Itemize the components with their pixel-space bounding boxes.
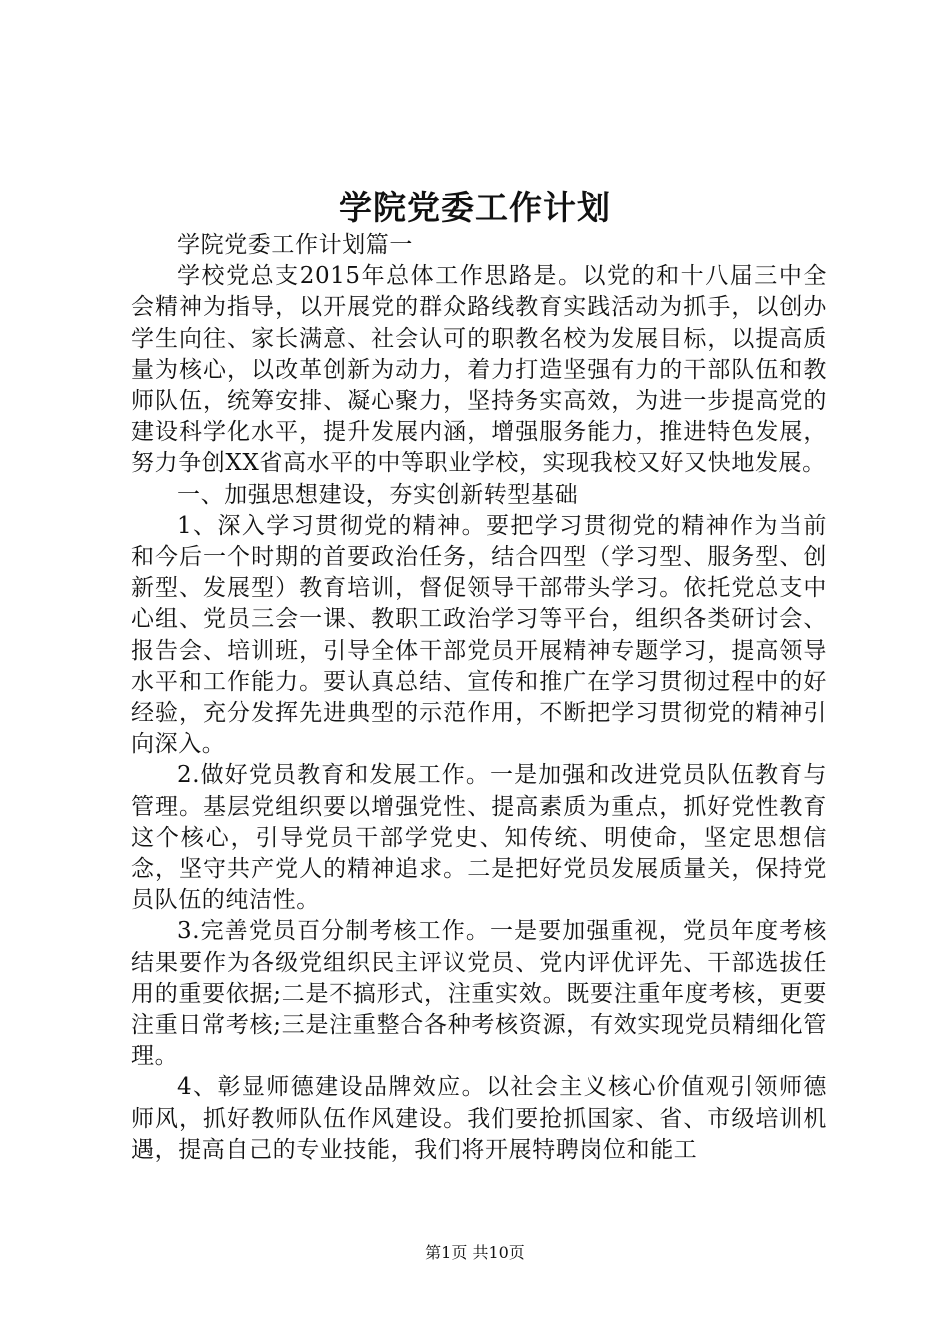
paragraph-item-3: 3.完善党员百分制考核工作。一是要加强重视，党员年度考核结果要作为各级党组织民主评议党员、党内评优评先、干部选拔任用的重要依据;二是不搞形式，注重实效。既要注重年度考核，更要注重日常考核;三是注重整合各种考核资源，有效实现党员精细化管理。: [131, 918, 827, 1070]
paragraph-item-1: 1、深入学习贯彻党的精神。要把学习贯彻党的精神作为当前和今后一个时期的首要政治任务，结合四型（学习型、服务型、创新型、发展型）教育培训，督促领导干部带头学习。依托党总支中心组、党员三会一课、教职工政治学习等平台，组织各类研讨会、报告会、培训班，引导全体干部党员开展精神专题学习，提高领导水平和工作能力。要认真总结、宣传和推广在学习贯彻过程中的好经验，充分发挥先进典型的示范作用，不断把学习贯彻党的精神引向深入。: [131, 512, 827, 758]
paragraph-item-4: 4、彰显师德建设品牌效应。以社会主义核心价值观引领师德师风，抓好教师队伍作风建设。我们要抢抓国家、省、市级培训机遇，提高自己的专业技能，我们将开展特聘岗位和能工: [131, 1074, 827, 1163]
section-heading-1: 一、加强思想建设，夯实创新转型基础: [177, 481, 579, 508]
document-body: [131, 230, 827, 1166]
document-title: 学院党委工作计划: [339, 188, 611, 227]
page-number-footer: 第1页 共10页: [425, 1243, 525, 1262]
paragraph-overview: 学校党总支2015年总体工作思路是。以党的和十八届三中全会精神为指导，以开展党的群众路线教育实践活动为抓手，以创办学生向往、家长满意、社会认可的职教名校为发展目标，以提高质量为核心，以改革创新为动力，着力打造坚强有力的干部队伍和教师队伍，统筹安排、凝心聚力，坚持务实高效，为进一步提高党的建设科学化水平，提升发展内涵，增强服务能力，推进特色发展，努力争创XX省高水平的中等职业学校，实现我校又好又快地发展。: [131, 263, 827, 477]
paragraph-item-2: 2.做好党员教育和发展工作。一是加强和改进党员队伍教育与管理。基层党组织要以增强党性、提高素质为重点，抓好党性教育这个核心，引导党员干部学党史、知传统、明使命，坚定思想信念，坚守共产党人的精神追求。二是把好党员发展质量关，保持党员队伍的纯洁性。: [131, 762, 827, 914]
paragraph-subtitle: 学院党委工作计划篇一: [177, 232, 413, 258]
